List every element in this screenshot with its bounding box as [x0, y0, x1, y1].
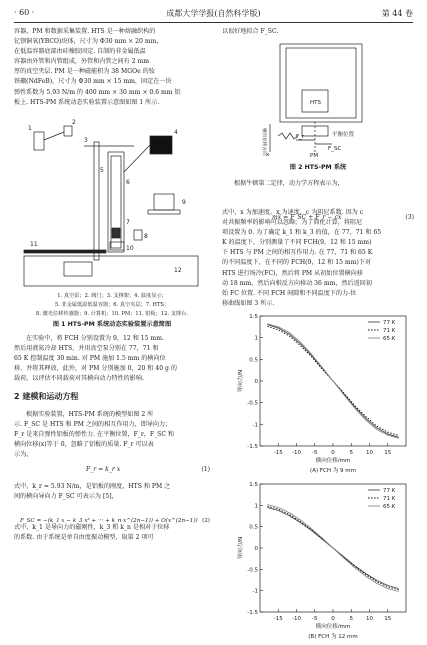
- x-tick-label: 15: [384, 450, 392, 456]
- x-axis-label: 横向位移/mm: [315, 458, 351, 464]
- y-axis-label: 导向力/N: [238, 369, 244, 393]
- x-tick-label: -5: [312, 450, 318, 456]
- text-line: 项设置为 0. 为了确定 k_1 和 k_3 的值，在 77，71 和 65: [222, 229, 382, 237]
- cryostat-inner: [286, 48, 356, 118]
- hts-label: HTS: [310, 100, 321, 106]
- x-tick-label: 10: [366, 450, 373, 456]
- aluminium-plate: [24, 250, 106, 253]
- y-tick-label: -1.5: [247, 610, 258, 616]
- legend-entry: 71 K: [383, 496, 396, 502]
- equation-3-number: (3): [405, 214, 414, 222]
- text-line: 式中，k_r = 5.93 N/m，是铝板的刚度，HTS 和 PM 之: [14, 483, 171, 490]
- legend-line: 1. 真空泵；2. 阀门；3. 支撑架；4. 温度显示；: [57, 293, 167, 299]
- page-header: [14, 8, 413, 22]
- text-line: 根据实验装置，HTS-PM 系统的模型如图 2 所: [26, 411, 154, 418]
- x-tick-label: 5: [349, 616, 353, 622]
- text-line: HTS 进行场冷(FC)，然后将 PM 从初始位置横向移: [222, 269, 363, 277]
- legend-line: 5. 非金属低温低温容器；6. 真空夹层；7. HTS；: [54, 302, 170, 308]
- vacuum-line: [44, 132, 64, 140]
- text-line: 移曲线如图 3 所示.: [222, 299, 275, 307]
- eq-pos-label: 平衡位置: [332, 132, 355, 138]
- text-line: 动 18 mm，然后向相反方向移动 36 mm，然后返回初: [222, 279, 372, 287]
- x-tick-label: 0: [331, 616, 335, 622]
- fig1-label-10: 10: [126, 245, 134, 252]
- y-tick-label: 0: [254, 546, 258, 552]
- x-axis-label: 横向位移/mm: [315, 624, 351, 630]
- text-line: 的系数. 由于系统是单自由度振动模型，取第 2 项可: [14, 534, 154, 542]
- figure-2-model: [261, 40, 376, 159]
- series-line: [267, 505, 398, 592]
- text-line: 板上. HTS-PM 系统动态实验装置示意图如图 1 所示.: [14, 98, 160, 106]
- text-line: 根据牛顿第二定律，动力学方程表示为，: [234, 180, 344, 187]
- fig1-label-3: 3: [84, 137, 88, 144]
- pm-label: PM: [310, 153, 319, 159]
- computer-base: [148, 210, 180, 214]
- text-line: 始 FC 位置. 不同 FCH 间隙和不同温度下的力-位: [222, 289, 357, 297]
- hts-sample: [112, 228, 120, 238]
- spring: [278, 133, 298, 139]
- right-top-line: 以很好地拟合 F_SC.: [222, 28, 279, 35]
- support-table: [24, 256, 198, 286]
- fig1-label-6: 6: [126, 179, 130, 186]
- text-line: 在低温容器底部由硅橡胶固定. 自制的非金属低温: [14, 48, 146, 56]
- text-line: 容器由外管和内管组成，外管和内管之间有 2 mm: [14, 58, 150, 66]
- chart-fch-9mm: [236, 310, 412, 476]
- valve: [64, 126, 72, 136]
- equation-2-number: (2): [202, 518, 210, 525]
- equation-2-text: F_SC = −(k_1 x − k_3 x³ + ··· + k_n x^(2n−1)) + O(x^(2n−1)): [20, 518, 198, 525]
- text-line: 下 HTS 与 PM 之间的相互作用力. 在 77，71 和 65 K: [222, 249, 373, 257]
- stiffness-paragraph: [14, 482, 210, 502]
- text-line: 对共振频率的影响可以忽略，为了简化计算，将阻尼: [222, 219, 363, 227]
- text-line: 容器，PM 和数据采集装置. HTS 是一种熔融织构的: [14, 28, 156, 35]
- text-line: 载荷，以评估不同载荷对其横向动力特性的影响.: [14, 375, 144, 383]
- support-frame: [94, 142, 99, 260]
- chart-fch-12mm: [236, 478, 412, 642]
- y-tick-label: 1: [254, 335, 258, 342]
- legend-line: 8. 激光位移传感器；9. 计算机；10. PM；11. 铝板；12. 支撑台.: [36, 311, 188, 317]
- fig1-label-8: 8: [144, 233, 148, 240]
- x-tick-label: -15: [273, 450, 283, 456]
- fig1-label-2: 2: [72, 119, 76, 126]
- text-line: 示. F_SC 是 HTS 和 PM 之间的相互作用力，即导向力；: [14, 421, 172, 429]
- y-tick-label: 1.5: [249, 314, 258, 320]
- section-heading: 2 建模和运动方程: [14, 392, 79, 401]
- legend-entry: 65 K: [383, 336, 396, 342]
- figure-2-caption: 图 2 HTS-PM 系统: [289, 164, 347, 171]
- equation-1-text: F_r = k_r x: [86, 466, 121, 473]
- equation-1-number: (1): [201, 466, 210, 473]
- text-line: 式中，k_1 是导向力的磁刚性，k_3 和 k_n 是相对于位移: [14, 524, 170, 531]
- x-tick-label: -5: [312, 616, 318, 622]
- x-tick-label: 10: [366, 616, 373, 622]
- y-tick-label: 0.5: [249, 357, 258, 364]
- y-tick-label: -1.5: [247, 444, 258, 450]
- dynamics-paragraph: [222, 208, 414, 309]
- model-paragraph: [14, 410, 210, 460]
- fig1-label-4: 4: [174, 129, 178, 136]
- y-tick-label: 0.5: [249, 524, 258, 531]
- y-tick-label: -0.5: [247, 400, 258, 407]
- coefficient-paragraph: [14, 523, 210, 543]
- text-line: 间的横向导向力 F_SC 可表示为 [5]，: [14, 493, 118, 501]
- text-line: 厚的真空夹层. PM 是一种磁能积为 38 MGOe 的钕: [14, 68, 155, 76]
- fig1-label-9: 9: [182, 199, 186, 206]
- chart-title: (B) FCH 为 12 mm: [308, 634, 358, 640]
- vacuum-pump: [34, 132, 44, 150]
- equation-3-text: mẍ = F_SC + F_r − cẋ: [272, 214, 342, 222]
- leader-line: [124, 145, 150, 172]
- base-block: [64, 262, 92, 276]
- text-line: 弹性系数为 5.93 N/m 的 400 mm × 30 mm × 0.6 mm 铝: [14, 88, 181, 96]
- x-tick-label: 15: [384, 616, 392, 622]
- y-axis-label: 导向力/N: [238, 536, 244, 560]
- text-line: K 的温度下，分别测量了不同 FCH(9，12 和 15 mm): [222, 239, 372, 247]
- fig1-label-7: 7: [126, 219, 130, 226]
- legend-entry: 77 K: [383, 320, 396, 326]
- laser-sensor: [134, 230, 142, 240]
- text-line: 铁硼(NdFeB)，尺寸为 Φ30 mm × 15 mm，固定在一块: [14, 78, 172, 86]
- text-line: 然后用液氮冷却 HTS，并用真空泵分别在 77，71 和: [14, 345, 159, 353]
- newton-paragraph: [222, 179, 414, 189]
- disp-dir-label: 横向位移方向: [261, 128, 266, 156]
- legend-entry: 71 K: [383, 328, 396, 334]
- header-rule: [14, 22, 413, 23]
- text-line: 移，并将其释放，此外，对 PM 分别施加 0，20 和 40 g 的: [14, 365, 177, 373]
- y-tick-label: 0: [254, 379, 258, 385]
- fsc-label: F_SC: [328, 146, 342, 152]
- journal-title: 成都大学学报(自然科学版): [166, 9, 261, 18]
- text-line: 横向位移(x)等于 0，忽略了铝板的质量. F_r 可以表: [14, 441, 154, 449]
- legend-entry: 65 K: [383, 504, 396, 510]
- y-tick-label: -1: [252, 422, 258, 429]
- computer: [154, 194, 174, 210]
- y-tick-label: -1: [252, 588, 258, 595]
- text-line: 65 K 控制温度 30 min. 对 PM 施加 1.5 mm 的横向位: [14, 355, 166, 363]
- x-label: x: [266, 152, 270, 158]
- equation-1: [14, 465, 210, 475]
- x-tick-label: -10: [292, 616, 301, 622]
- fig1-label-12: 12: [174, 267, 182, 274]
- x-tick-label: -10: [292, 450, 301, 456]
- text-line: 的不同温度下，在不同的 FCH(9，12 和 15 mm)下对: [222, 259, 372, 267]
- series-line: [267, 324, 398, 438]
- legend-entry: 77 K: [383, 488, 396, 494]
- x-tick-label: -15: [273, 616, 283, 622]
- fig1-label-5: 5: [100, 167, 104, 174]
- text-line: 式中，x 为加速度，x 为速度，c 为阻尼系数. 因为 c: [222, 209, 364, 216]
- chart-title: (A) FCH 为 9 mm: [310, 468, 356, 474]
- text-line: 钇钡铜氧(YBCO)块体，尺寸为 Φ30 mm × 20 mm，: [14, 38, 163, 46]
- volume-number: 第 44 卷: [381, 9, 413, 18]
- cryostat-outline: [280, 44, 362, 122]
- y-tick-label: -0.5: [247, 567, 258, 574]
- x-tick-label: 5: [349, 450, 353, 456]
- fig1-label-11: 11: [30, 241, 38, 248]
- y-tick-label: 1.5: [249, 482, 258, 488]
- y-tick-label: 1: [254, 503, 258, 510]
- intro-paragraph: [14, 27, 210, 108]
- text-line: 示为，: [14, 451, 33, 459]
- text-line: F_r 是来自弹性铝板的弹性力. 在平衡位置，F_r，F_SC 和: [14, 431, 175, 439]
- experiment-paragraph: [14, 334, 210, 384]
- fr-label: F_r: [296, 134, 305, 140]
- x-tick-label: 0: [331, 450, 335, 456]
- figure-1-legend: [14, 292, 210, 319]
- text-line: 在实验中，将 FCH 分别设置为 9，12 和 15 mm.: [26, 335, 164, 342]
- fig1-label-1: 1: [28, 125, 32, 132]
- page-number: · 60 ·: [14, 8, 35, 17]
- figure-1-apparatus: [24, 112, 204, 290]
- pm-magnet: [110, 242, 124, 250]
- temperature-display: [150, 136, 172, 154]
- figure-1-caption: 图 1 HTS-PM 系统动态实验装置示意简图: [52, 321, 172, 328]
